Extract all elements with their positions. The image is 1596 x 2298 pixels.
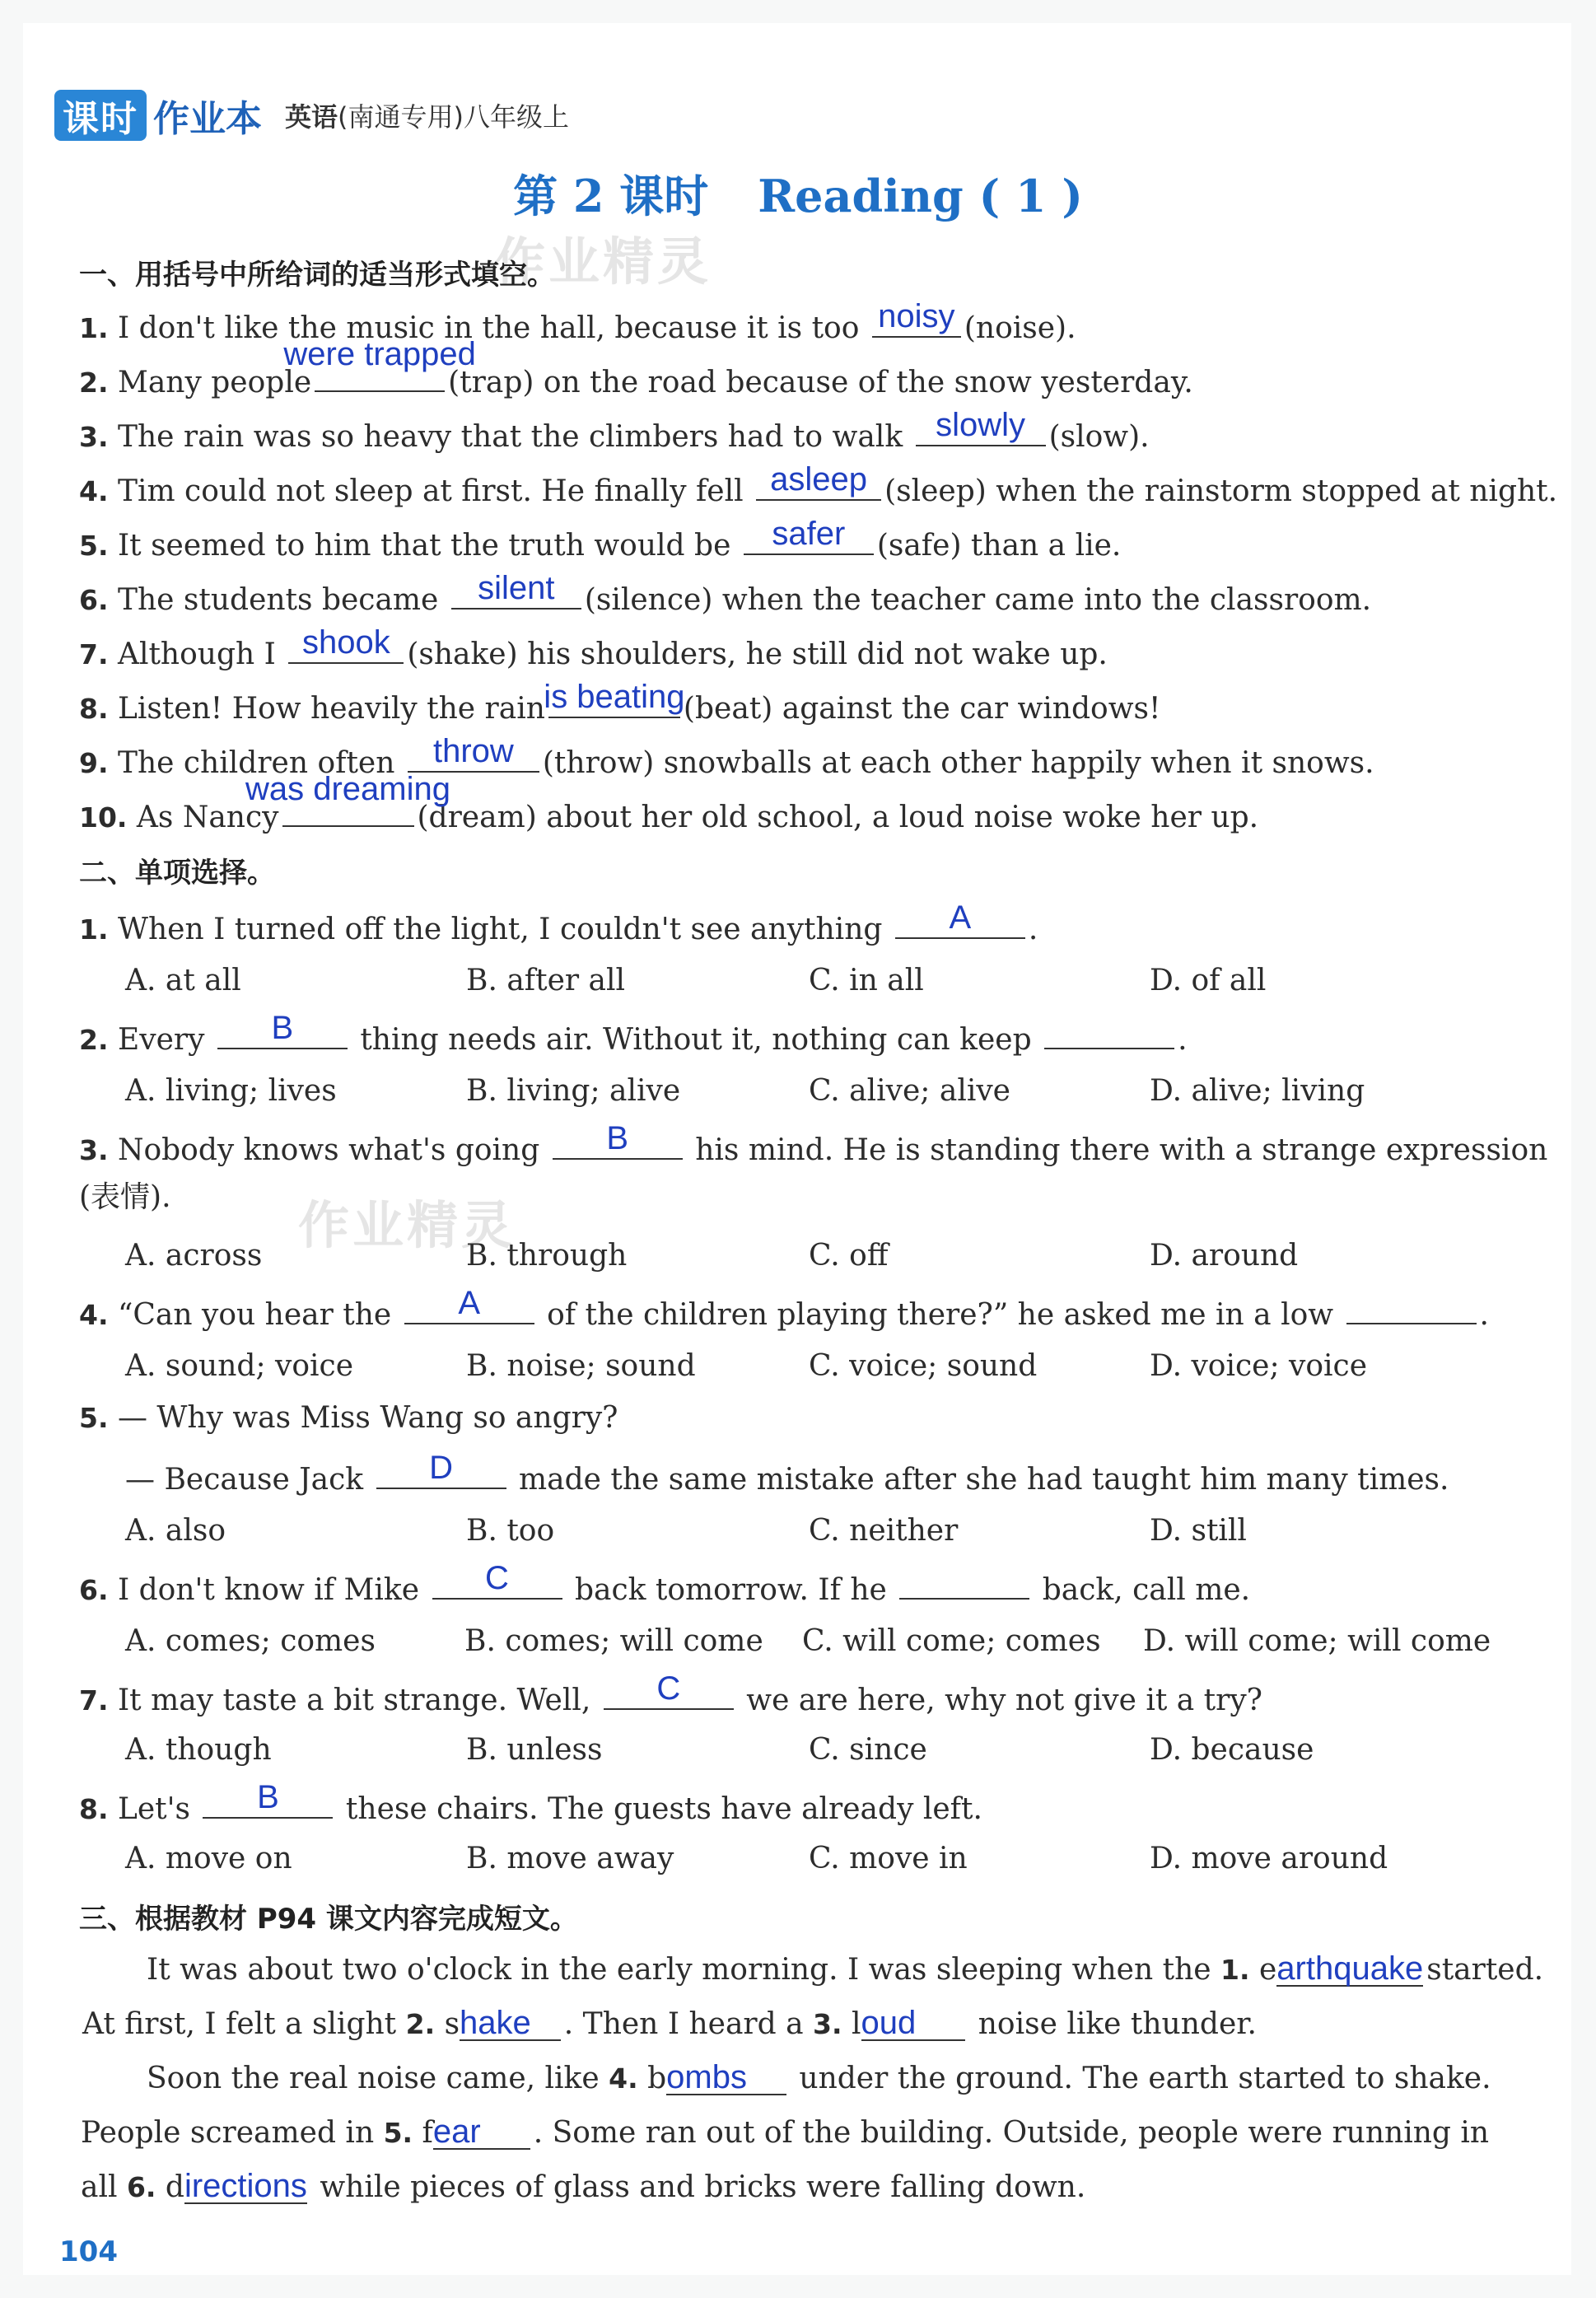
option-c[interactable]: C. in all	[809, 964, 924, 997]
question-text: .	[1028, 913, 1038, 946]
passage-line-2	[82, 2006, 1257, 2041]
item-hint: (trap) on the road because of the snow yesterday.	[448, 366, 1193, 399]
question-text: of the children playing there?” he asked me in a low	[547, 1298, 1334, 1332]
passage-line-5	[81, 2170, 1085, 2204]
fill-item-5	[79, 516, 1122, 563]
question-text: his mind. He is standing there with a strange expression	[695, 1133, 1548, 1167]
handwritten-answer: ombs	[666, 2059, 747, 2095]
fill-item-3	[79, 407, 1150, 454]
first-letter: f	[422, 2116, 433, 2150]
item-number: 6.	[79, 584, 109, 616]
item-number: 4.	[79, 1299, 109, 1331]
subject-line	[285, 96, 569, 134]
question-text: back tomorrow. If he	[574, 1573, 887, 1607]
question-text: Nobody knows what's going	[117, 1133, 540, 1167]
question-text: thing needs air. Without it, nothing can keep	[360, 1023, 1032, 1057]
handwritten-answer: oud	[861, 2005, 917, 2041]
passage-blank-3[interactable]	[861, 2006, 966, 2041]
blank-number: 4.	[609, 2062, 638, 2095]
option-d[interactable]: D. will come; will come	[1143, 1624, 1491, 1658]
mc-question-1	[79, 899, 1038, 946]
handwritten-answer: noisy	[878, 298, 955, 334]
answer-blank[interactable]	[451, 570, 581, 610]
edition: (南通专用)	[338, 101, 464, 133]
option-c[interactable]: C. alive; alive	[809, 1074, 1010, 1108]
passage-line-3	[147, 2061, 1491, 2095]
question-text: When I turned off the light, I couldn't see anything	[117, 913, 883, 946]
answer-blank[interactable]	[288, 624, 404, 664]
handwritten-answer: was dreaming	[245, 771, 451, 807]
answer-blank[interactable]	[872, 298, 961, 338]
answer-blank[interactable]	[756, 461, 881, 501]
option-a[interactable]: A. also	[125, 1514, 226, 1548]
option-d[interactable]: D. still	[1150, 1514, 1247, 1548]
blank-number: 3.	[813, 2008, 842, 2040]
handwritten-answer: C	[656, 1670, 681, 1707]
item-number: 5.	[79, 1402, 109, 1434]
option-d[interactable]: D. around	[1150, 1239, 1299, 1273]
handwritten-answer: slowly	[936, 407, 1026, 443]
question-text: these chairs. The guests have already left.	[345, 1792, 982, 1826]
option-c[interactable]: C. off	[809, 1239, 889, 1273]
question-text: “Can you hear the	[117, 1298, 392, 1332]
answer-blank[interactable]	[604, 1670, 734, 1710]
item-number: 1.	[79, 913, 109, 946]
passage-text: It was about two o'clock in the early morning. I was sleeping when the	[147, 1953, 1211, 1987]
handwritten-answer: safer	[772, 516, 846, 552]
item-text: I don't like the music in the hall, because it is too	[117, 311, 860, 345]
blank-number: 1.	[1220, 1954, 1250, 1986]
passage-blank-4[interactable]	[666, 2061, 786, 2095]
passage-text: Soon the real noise came, like	[147, 2062, 600, 2095]
first-letter: s	[444, 2007, 460, 2041]
option-c[interactable]: C. voice; sound	[809, 1349, 1038, 1383]
option-c[interactable]: C. will come; comes	[802, 1624, 1101, 1658]
answer-blank[interactable]	[432, 1560, 562, 1600]
passage-line-4	[81, 2115, 1489, 2150]
item-number: 8.	[79, 693, 109, 725]
option-d[interactable]: D. because	[1150, 1733, 1314, 1767]
option-d[interactable]: D. voice; voice	[1150, 1349, 1368, 1383]
option-c[interactable]: C. since	[809, 1733, 927, 1767]
handwritten-answer: ear	[432, 2114, 481, 2150]
page-number: 104	[59, 2235, 118, 2268]
item-text: The children often	[117, 746, 395, 780]
handwritten-answer: B	[606, 1120, 629, 1156]
mc-question-6	[79, 1560, 1251, 1607]
mc-question-3-cont	[79, 1180, 171, 1214]
fill-item-1	[79, 298, 1076, 345]
item-number: 7.	[79, 1684, 109, 1716]
item-hint: (noise).	[964, 311, 1076, 345]
item-hint: (shake) his shoulders, he still did not wake up.	[407, 638, 1108, 671]
passage-text: . Then I heard a	[563, 2007, 804, 2041]
answer-blank[interactable]	[203, 1779, 333, 1819]
question-text: we are here, why not give it a try?	[746, 1684, 1262, 1717]
subject: 英语	[285, 101, 338, 133]
first-letter: b	[647, 2062, 667, 2095]
answer-blank[interactable]	[744, 516, 874, 555]
first-letter: d	[165, 2170, 184, 2204]
first-letter: e	[1258, 1953, 1277, 1987]
passage-text: noise like thunder.	[978, 2007, 1257, 2041]
mc-question-5	[79, 1401, 618, 1435]
item-number: 9.	[79, 747, 109, 779]
handwritten-answer: D	[429, 1450, 454, 1486]
handwritten-answer: A	[458, 1285, 480, 1321]
mc-question-2	[79, 1010, 1188, 1057]
passage-blank-6[interactable]	[184, 2170, 307, 2204]
passage-text: all	[81, 2170, 118, 2204]
question-text: .	[1178, 1023, 1188, 1057]
option-b[interactable]: B. too	[466, 1514, 555, 1548]
answer-blank[interactable]	[553, 1120, 683, 1160]
item-number: 10.	[79, 801, 128, 834]
lesson-number: 第 2 课时	[513, 170, 709, 222]
question-text: .	[1479, 1298, 1489, 1332]
passage-text: . Some ran out of the building. Outside, people were running in	[533, 2116, 1490, 2150]
item-number: 3.	[79, 421, 109, 453]
answer-blank[interactable]	[544, 679, 685, 718]
mc-question-7	[79, 1670, 1262, 1717]
option-b[interactable]: B. move away	[466, 1842, 674, 1875]
question-text: (表情).	[79, 1180, 171, 1214]
lesson-topic: Reading ( 1 )	[758, 170, 1083, 222]
item-text: Tim could not sleep at first. He finally fell	[117, 474, 744, 508]
passage-blank-1[interactable]	[1276, 1952, 1423, 1987]
fill-item-10	[79, 771, 1259, 834]
item-number: 4.	[79, 475, 109, 507]
option-c[interactable]: C. move in	[809, 1842, 968, 1875]
series-logo: 课时	[54, 90, 147, 141]
fill-item-7	[79, 624, 1108, 671]
handwritten-answer: throw	[432, 733, 514, 769]
question-text: — Because Jack	[125, 1463, 364, 1497]
item-number: 2.	[79, 367, 109, 399]
item-number: 6.	[79, 1574, 109, 1606]
mc-question-8	[79, 1779, 982, 1826]
handwritten-answer: hake	[460, 2005, 531, 2041]
blank-number: 5.	[383, 2117, 413, 2149]
option-b[interactable]: B. comes; will come	[464, 1624, 763, 1658]
first-letter: l	[852, 2007, 861, 2041]
option-a[interactable]: A. sound; voice	[125, 1349, 354, 1383]
mc-question-3	[79, 1120, 1548, 1167]
question-text: back, call me.	[1042, 1573, 1251, 1607]
item-hint: (sleep) when the rainstorm stopped at night.	[884, 474, 1558, 508]
section-3-heading: 三、根据教材 P94 课文内容完成短文。	[79, 1903, 578, 1936]
option-a[interactable]: A. living; lives	[125, 1074, 337, 1108]
item-hint: (safe) than a lie.	[876, 529, 1122, 563]
mc-question-5-reply	[125, 1450, 1449, 1497]
passage-text: started.	[1426, 1953, 1544, 1987]
item-hint: (beat) against the car windows!	[683, 692, 1161, 726]
passage-blank-2[interactable]	[460, 2006, 561, 2041]
brand-name: 作业本	[153, 98, 262, 140]
grade: 八年级上	[464, 101, 570, 133]
item-text: As Nancy	[136, 801, 279, 834]
option-a[interactable]: A. comes; comes	[125, 1624, 376, 1658]
item-number: 1.	[79, 312, 109, 344]
question-text: — Why was Miss Wang so angry?	[117, 1401, 618, 1435]
item-text: Many people	[117, 366, 312, 399]
watermark: 作业精灵	[494, 231, 712, 292]
item-hint: (slow).	[1048, 420, 1150, 454]
option-a[interactable]: A. across	[125, 1239, 263, 1273]
item-text: Listen! How heavily the rain	[117, 692, 545, 726]
answer-blank[interactable]	[408, 733, 539, 773]
option-b[interactable]: B. unless	[466, 1733, 603, 1767]
item-hint: (dream) about her old school, a loud noise woke her up.	[417, 801, 1259, 834]
item-hint: (throw) snowballs at each other happily when it snows.	[542, 746, 1374, 780]
blank-number: 6.	[126, 2171, 156, 2203]
item-number: 7.	[79, 638, 109, 670]
option-a[interactable]: A. move on	[125, 1842, 292, 1875]
passage-line-1	[147, 1952, 1543, 1987]
option-d[interactable]: D. alive; living	[1150, 1074, 1365, 1108]
item-text: Although I	[117, 638, 276, 671]
option-b[interactable]: B. noise; sound	[466, 1349, 696, 1383]
question-text: made the same mistake after she had taught him many times.	[519, 1463, 1449, 1497]
blank-number: 2.	[405, 2008, 436, 2040]
fill-item-6	[79, 570, 1372, 617]
handwritten-answer: A	[949, 899, 972, 936]
option-b[interactable]: B. through	[466, 1239, 628, 1273]
item-hint: (silence) when the teacher came into the classroom.	[584, 583, 1372, 617]
second-blank[interactable]	[1346, 1293, 1477, 1324]
question-text: Every	[117, 1023, 205, 1057]
handwritten-answer: were trapped	[283, 336, 476, 372]
mc-question-4	[79, 1285, 1489, 1332]
handwritten-answer: silent	[478, 570, 555, 606]
answer-blank[interactable]	[376, 1450, 506, 1489]
option-d[interactable]: D. of all	[1150, 964, 1267, 997]
watermark-2: 作业精灵	[298, 1195, 516, 1255]
handwritten-answer: B	[257, 1779, 279, 1815]
option-d[interactable]: D. move around	[1150, 1842, 1388, 1875]
section-1-heading: 一、用括号中所给词的适当形式填空。	[79, 259, 555, 292]
option-b[interactable]: B. after all	[466, 964, 626, 997]
item-number: 5.	[79, 530, 109, 562]
page-title	[0, 161, 1596, 225]
section-2-heading: 二、单项选择。	[79, 857, 275, 890]
handwritten-answer: arthquake	[1276, 1950, 1424, 1987]
item-text: It seemed to him that the truth would be	[117, 529, 731, 563]
handwritten-answer: asleep	[770, 461, 868, 497]
handwritten-answer: C	[485, 1560, 509, 1596]
handwritten-answer: shook	[301, 624, 390, 661]
option-a[interactable]: A. though	[125, 1733, 272, 1767]
answer-blank[interactable]	[404, 1285, 534, 1324]
handwritten-answer: B	[271, 1010, 294, 1046]
item-number: 3.	[79, 1134, 109, 1166]
answer-blank[interactable]	[916, 407, 1046, 446]
question-text: Let's	[117, 1792, 191, 1826]
answer-blank[interactable]	[283, 336, 476, 392]
option-c[interactable]: C. neither	[809, 1514, 959, 1548]
handwritten-answer: is beating	[544, 679, 685, 715]
second-blank[interactable]	[1044, 1018, 1174, 1049]
passage-text: At first, I felt a slight	[82, 2007, 397, 2041]
answer-blank[interactable]	[245, 771, 451, 827]
fill-item-8	[79, 679, 1161, 726]
item-text: The students became	[117, 583, 439, 617]
answer-blank[interactable]	[217, 1010, 348, 1049]
question-text: It may taste a bit strange. Well,	[117, 1684, 591, 1717]
answer-blank[interactable]	[895, 899, 1025, 939]
fill-item-2	[79, 336, 1193, 399]
fill-item-4	[79, 461, 1558, 508]
question-text: I don't know if Mike	[117, 1573, 420, 1607]
passage-text: under the ground. The earth started to shake.	[799, 2062, 1491, 2095]
passage-blank-5[interactable]	[433, 2115, 530, 2150]
passage-text: while pieces of glass and bricks were falling down.	[320, 2170, 1086, 2204]
option-a[interactable]: A. at all	[125, 964, 241, 997]
option-b[interactable]: B. living; alive	[466, 1074, 681, 1108]
item-number: 2.	[79, 1024, 109, 1056]
book-header	[54, 86, 569, 145]
item-text: The rain was so heavy that the climbers had to walk	[117, 420, 903, 454]
passage-text: People screamed in	[81, 2116, 375, 2150]
second-blank[interactable]	[899, 1568, 1029, 1600]
item-number: 8.	[79, 1793, 109, 1825]
handwritten-answer: irections	[184, 2168, 307, 2204]
